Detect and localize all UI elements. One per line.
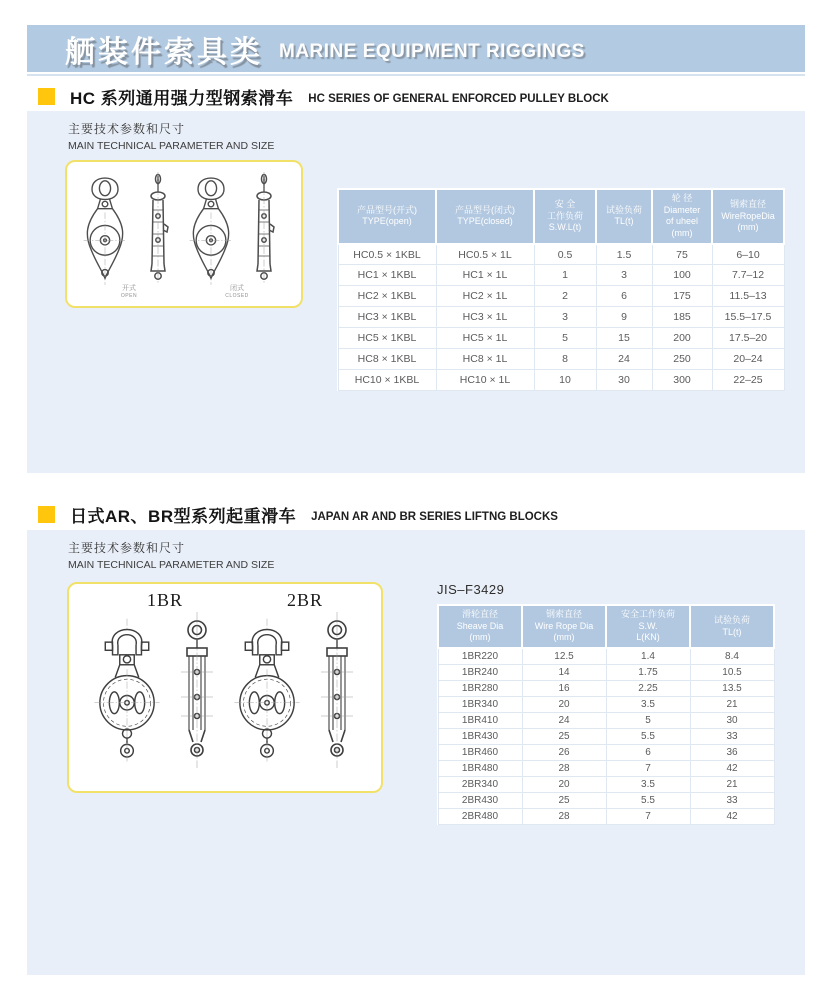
table-cell: 2BR430 <box>438 792 522 808</box>
br-diagram-box <box>67 582 383 793</box>
table-row <box>438 696 774 712</box>
table-row <box>438 712 774 728</box>
table-cell: 100 <box>652 265 712 286</box>
table-cell: 36 <box>690 744 774 760</box>
table-cell: 8.4 <box>690 648 774 664</box>
hc-table-body <box>338 244 784 391</box>
table-cell: 185 <box>652 307 712 328</box>
diagram-label-open: 开式 OPEN <box>120 285 138 300</box>
pulley-side-closed-drawing <box>251 172 277 286</box>
param-caption <box>68 539 274 571</box>
table-cell: HC2 × 1L <box>436 286 534 307</box>
table-cell: HC5 × 1KBL <box>338 328 436 349</box>
table-cell: 24 <box>522 712 606 728</box>
header-line: 钢索直径 <box>545 609 582 619</box>
header-line: 滑轮直径 <box>461 609 498 619</box>
table-cell: 22–25 <box>712 370 784 391</box>
table-cell: 3 <box>534 307 596 328</box>
section-title-en: JAPAN AR AND BR SERIES LIFTNG BLOCKS <box>311 510 558 523</box>
table-cell: HC10 × 1KBL <box>338 370 436 391</box>
header-line: 工作负荷 <box>546 210 583 221</box>
banner-title-cn: 舾装件索具类 <box>65 35 263 69</box>
header-line: of uheel <box>665 216 699 227</box>
table-cell: 3.5 <box>606 776 690 792</box>
section-header-br <box>38 502 558 527</box>
table-cell: HC8 × 1KBL <box>338 349 436 370</box>
table-cell: 5.5 <box>606 792 690 808</box>
table-cell: HC8 × 1L <box>436 349 534 370</box>
table-cell: 30 <box>596 370 652 391</box>
table-row <box>438 760 774 776</box>
param-caption-cn: 主要技术参数和尺寸 <box>68 122 186 136</box>
column-header-rope-dia <box>522 605 606 648</box>
header-line: Sheave Dia <box>456 620 504 631</box>
table-cell: 28 <box>522 808 606 824</box>
table-cell: 25 <box>522 728 606 744</box>
column-header-test-load <box>690 605 774 648</box>
pulley-front-closed-drawing <box>185 172 237 290</box>
table-row <box>438 792 774 808</box>
param-caption-en: MAIN TECHNICAL PARAMETER AND SIZE <box>68 559 275 571</box>
table-cell: HC3 × 1KBL <box>338 307 436 328</box>
column-header-type-closed <box>436 189 534 244</box>
table-cell: 10 <box>534 370 596 391</box>
column-header-type-open <box>338 189 436 244</box>
table-cell: 28 <box>522 760 606 776</box>
header-line: TYPE(closed) <box>457 216 513 227</box>
table-cell: 5 <box>606 712 690 728</box>
table-row <box>438 744 774 760</box>
table-cell: HC1 × 1KBL <box>338 265 436 286</box>
table-cell: 20 <box>522 696 606 712</box>
hc-spec-table <box>337 188 785 391</box>
column-header-swl <box>534 189 596 244</box>
header-line: TYPE(open) <box>362 216 412 227</box>
pulley-side-open-drawing <box>145 172 171 286</box>
table-cell: 14 <box>522 664 606 680</box>
table-cell: 1BR460 <box>438 744 522 760</box>
page-banner <box>27 25 805 72</box>
table-cell: HC0.5 × 1L <box>436 244 534 265</box>
table-cell: 8 <box>534 349 596 370</box>
table-cell: 25 <box>522 792 606 808</box>
table-cell: HC5 × 1L <box>436 328 534 349</box>
table-cell: 5.5 <box>606 728 690 744</box>
header-line: Diameter <box>663 204 701 215</box>
table-cell: 13.5 <box>690 680 774 696</box>
header-line: (mm) <box>737 222 759 233</box>
table-cell: 11.5–13 <box>712 286 784 307</box>
table-row <box>438 808 774 824</box>
table-cell: 3 <box>596 265 652 286</box>
table-cell: 42 <box>690 760 774 776</box>
table-cell: 24 <box>596 349 652 370</box>
table-row <box>438 728 774 744</box>
block-side-1br-drawing <box>175 602 219 782</box>
header-line: (mm) <box>469 632 491 643</box>
table-cell: 2 <box>534 286 596 307</box>
table-cell: 7 <box>606 760 690 776</box>
table-cell: 6–10 <box>712 244 784 265</box>
table-cell: 2.25 <box>606 680 690 696</box>
table-cell: 6 <box>606 744 690 760</box>
header-line: 产品型号(闭式) <box>455 204 515 215</box>
table-cell: HC2 × 1KBL <box>338 286 436 307</box>
header-line: 试验负荷 <box>605 204 642 215</box>
table-row <box>338 328 784 349</box>
table-header-row <box>438 605 774 648</box>
table-cell: 3.5 <box>606 696 690 712</box>
table-row <box>438 648 774 664</box>
header-line: 安全工作负荷 <box>620 609 675 619</box>
table-cell: 1BR410 <box>438 712 522 728</box>
table-row <box>438 664 774 680</box>
br-spec-table <box>437 604 775 825</box>
table-cell: HC10 × 1L <box>436 370 534 391</box>
table-cell: 1.4 <box>606 648 690 664</box>
table-cell: 75 <box>652 244 712 265</box>
header-line: 试验负荷 <box>713 614 750 625</box>
table-cell: 1BR480 <box>438 760 522 776</box>
table-cell: 7 <box>606 808 690 824</box>
table-cell: 1BR280 <box>438 680 522 696</box>
header-line: 安 全 <box>554 198 576 209</box>
diagram-label-2br: 2BR <box>287 590 324 610</box>
table-cell: 1 <box>534 265 596 286</box>
table-row <box>438 680 774 696</box>
section-title-cn: HC 系列通用强力型钢索滑车 <box>70 89 294 108</box>
column-header-test-load <box>596 189 652 244</box>
hc-diagram-box <box>65 160 303 308</box>
table-cell: HC0.5 × 1KBL <box>338 244 436 265</box>
table-cell: 16 <box>522 680 606 696</box>
diagram-label-1br: 1BR <box>147 590 184 610</box>
table-cell: 33 <box>690 728 774 744</box>
header-line: S.W.L(t) <box>548 222 582 233</box>
header-line: L(KN) <box>636 632 660 643</box>
yellow-bullet-icon <box>38 88 55 105</box>
table-cell: 10.5 <box>690 664 774 680</box>
table-cell: 1.5 <box>596 244 652 265</box>
header-line: 产品型号(开式) <box>357 204 417 215</box>
diagram-label-closed: 闭式 CLOSED <box>225 285 249 300</box>
table-cell: 7.7–12 <box>712 265 784 286</box>
table-cell: 12.5 <box>522 648 606 664</box>
column-header-rope-dia <box>712 189 784 244</box>
table-row <box>338 307 784 328</box>
table-header-row <box>338 189 784 244</box>
table-cell: 2BR340 <box>438 776 522 792</box>
header-line: (mm) <box>553 632 575 643</box>
standard-label: JIS–F3429 <box>437 582 505 597</box>
header-line: 轮 径 <box>671 193 693 203</box>
header-line: Wire Rope Dia <box>534 620 594 631</box>
table-cell: 2BR480 <box>438 808 522 824</box>
header-line: WireRopeDia <box>721 210 775 221</box>
header-line: TL(t) <box>614 216 634 227</box>
table-cell: 175 <box>652 286 712 307</box>
table-cell: 26 <box>522 744 606 760</box>
header-line: S.W. <box>638 620 658 631</box>
table-cell: 21 <box>690 696 774 712</box>
section-title-en: HC SERIES OF GENERAL ENFORCED PULLEY BLOCK <box>308 92 609 105</box>
header-line: (mm) <box>671 228 693 239</box>
column-header-sheave-dia <box>438 605 522 648</box>
header-line: 钢索直径 <box>729 198 766 209</box>
hc-panel <box>27 111 805 473</box>
block-front-2br-drawing <box>229 598 305 784</box>
table-cell: 42 <box>690 808 774 824</box>
table-row <box>338 349 784 370</box>
header-line: TL(t) <box>722 626 742 637</box>
table-cell: 15.5–17.5 <box>712 307 784 328</box>
table-row <box>438 776 774 792</box>
param-caption <box>68 120 274 152</box>
table-cell: 15 <box>596 328 652 349</box>
br-panel <box>27 530 805 975</box>
banner-title-en: MARINE EQUIPMENT RIGGINGS <box>279 40 585 62</box>
pulley-front-open-drawing <box>79 172 131 290</box>
table-row <box>338 244 784 265</box>
column-header-wheel-dia <box>652 189 712 244</box>
table-cell: 300 <box>652 370 712 391</box>
table-cell: HC1 × 1L <box>436 265 534 286</box>
table-cell: 1BR340 <box>438 696 522 712</box>
table-cell: 17.5–20 <box>712 328 784 349</box>
table-cell: 21 <box>690 776 774 792</box>
table-cell: 5 <box>534 328 596 349</box>
section-header-hc <box>38 84 609 109</box>
table-cell: 30 <box>690 712 774 728</box>
table-cell: 20 <box>522 776 606 792</box>
table-cell: 1BR430 <box>438 728 522 744</box>
table-cell: 0.5 <box>534 244 596 265</box>
table-cell: 33 <box>690 792 774 808</box>
banner-inner <box>27 25 805 72</box>
table-cell: 1BR240 <box>438 664 522 680</box>
table-row <box>338 370 784 391</box>
table-cell: 1BR220 <box>438 648 522 664</box>
section-title-cn: 日式AR、BR型系列起重滑车 <box>70 507 297 526</box>
br-table-body <box>438 648 774 824</box>
table-cell: 250 <box>652 349 712 370</box>
table-row <box>338 286 784 307</box>
table-cell: 200 <box>652 328 712 349</box>
table-cell: 9 <box>596 307 652 328</box>
block-front-1br-drawing <box>89 598 165 784</box>
yellow-bullet-icon <box>38 506 55 523</box>
table-cell: HC3 × 1L <box>436 307 534 328</box>
table-row <box>338 265 784 286</box>
column-header-swl <box>606 605 690 648</box>
table-cell: 6 <box>596 286 652 307</box>
param-caption-cn: 主要技术参数和尺寸 <box>68 541 186 555</box>
table-cell: 1.75 <box>606 664 690 680</box>
block-side-2br-drawing <box>315 602 359 782</box>
table-cell: 20–24 <box>712 349 784 370</box>
param-caption-en: MAIN TECHNICAL PARAMETER AND SIZE <box>68 140 275 152</box>
